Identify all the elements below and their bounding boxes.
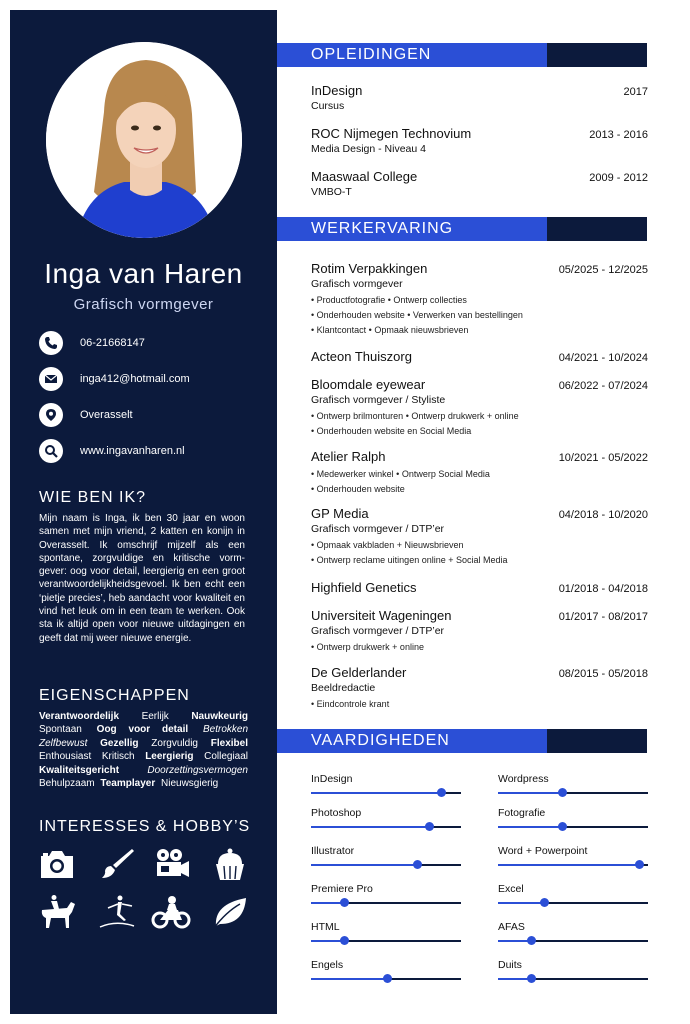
- work-bullet: • Ontwerp reclame uitingen online + Social Media: [311, 555, 508, 565]
- work-bullet: • Ontwerp drukwerk + online: [311, 642, 424, 652]
- education-item-title: InDesign: [311, 83, 363, 98]
- contact-phone-text: 06-21668147: [80, 337, 145, 349]
- work-item-bullets: [311, 640, 648, 655]
- work-item-date: 06/2022 - 07/2024: [558, 380, 648, 392]
- skill-level-dot: [635, 860, 644, 869]
- education-item: [311, 169, 648, 198]
- work-item-title: Acteon Thuiszorg: [311, 349, 412, 364]
- skill-fill: [311, 792, 442, 794]
- contact-email[interactable]: [39, 366, 269, 392]
- skill-item: [498, 959, 648, 971]
- work-item-date: 01/2017 - 08/2017: [558, 611, 648, 623]
- work-bullet: • Productfotografie • Ontwerp collecties: [311, 295, 467, 305]
- skill-level-dot: [437, 788, 446, 797]
- trait-item: Behulpzaam: [39, 778, 95, 790]
- film-camera-icon: [151, 846, 191, 882]
- trait-item: Zelfbewust: [39, 737, 88, 749]
- work-bullet: • Opmaak vakbladen + Nieuwsbrieven: [311, 540, 464, 550]
- education-item-sub: Cursus: [311, 100, 345, 112]
- search-icon: [39, 439, 63, 463]
- skill-item: [498, 807, 648, 819]
- skills-band: [277, 729, 647, 753]
- skill-fill: [498, 864, 639, 866]
- trait-item: Oog voor detail: [96, 724, 189, 736]
- camera-icon: [37, 846, 77, 882]
- skill-level-dot: [527, 936, 536, 945]
- contact-website-text: www.ingavanharen.nl: [80, 445, 185, 457]
- skill-fill: [498, 902, 545, 904]
- trait-item: Nieuwsgierig: [161, 778, 219, 790]
- brush-icon: [96, 846, 136, 882]
- work-item-title: Highfield Genetics: [311, 580, 417, 595]
- trait-item: Spontaan: [39, 724, 82, 736]
- skill-level-dot: [540, 898, 549, 907]
- profile-role: Grafisch vormgever: [73, 296, 214, 313]
- skill-name: Photoshop: [311, 807, 362, 819]
- sidebar: [10, 10, 277, 1014]
- skill-level-dot: [413, 860, 422, 869]
- skill-fill: [311, 978, 388, 980]
- skill-name: Word + Powerpoint: [498, 845, 588, 857]
- work-item-bullets: [311, 293, 648, 338]
- motorcycle-icon: [151, 894, 191, 930]
- skill-item: [498, 845, 648, 857]
- trait-item: Leergierig: [145, 751, 194, 763]
- portrait-image: [46, 42, 242, 238]
- trait-item: Doorzettingsvermogen: [147, 764, 248, 776]
- trait-item: Eerlijk: [141, 711, 169, 722]
- contact-email-text: inga412@hotmail.com: [80, 373, 190, 385]
- skill-item: [311, 959, 461, 971]
- work-item-title: De Gelderlander: [311, 665, 407, 680]
- work-item-date: 10/2021 - 05/2022: [558, 452, 648, 464]
- work-item: [311, 449, 648, 497]
- ice-skating-icon: [96, 894, 136, 930]
- skill-name: InDesign: [311, 773, 353, 785]
- skill-level-dot: [340, 936, 349, 945]
- work-item-date: 05/2025 - 12/2025: [558, 264, 648, 276]
- skill-name: Premiere Pro: [311, 883, 373, 895]
- work-item-sub: Grafisch vormgever / DTP’er: [311, 523, 445, 535]
- phone-icon: [39, 331, 63, 355]
- skill-name: Wordpress: [498, 773, 549, 785]
- location-icon: [39, 403, 63, 427]
- skill-level-dot: [340, 898, 349, 907]
- trait-item: Teamplayer: [100, 778, 156, 790]
- skill-fill: [311, 826, 430, 828]
- work-item-sub: Grafisch vormgever / Styliste: [311, 394, 446, 406]
- work-item: [311, 261, 648, 338]
- education-item-title: Maaswaal College: [311, 169, 418, 184]
- trait-item: Nauwkeurig: [191, 711, 249, 722]
- skill-item: [311, 883, 461, 895]
- education-band: [277, 43, 647, 67]
- work-item: [311, 506, 648, 568]
- contact-phone[interactable]: [39, 330, 269, 356]
- skill-level-dot: [425, 822, 434, 831]
- trait-item: Verantwoordelijk: [39, 711, 120, 722]
- contact-location: [39, 402, 269, 428]
- education-item-date: 2017: [623, 86, 648, 98]
- skill-item: [498, 773, 648, 785]
- work-bullet: • Onderhouden website • Verwerken van bestellingen: [311, 310, 523, 320]
- work-bullet: • Onderhouden website: [311, 484, 405, 494]
- trait-item: Enthousiast: [39, 751, 92, 763]
- work-item-sub: Grafisch vormgever: [311, 278, 403, 290]
- skill-level-dot: [527, 974, 536, 983]
- about-title: WIE BEN IK?: [39, 489, 147, 506]
- work-item-bullets: [311, 409, 648, 439]
- work-item: [311, 608, 648, 655]
- skill-fill: [498, 826, 563, 828]
- profile-photo: [46, 42, 242, 238]
- work-item-title: Rotim Verpakkingen: [311, 261, 428, 276]
- skill-item: [311, 773, 461, 785]
- work-item-bullets: [311, 467, 648, 497]
- work-item: [311, 377, 648, 439]
- skill-level-dot: [383, 974, 392, 983]
- skill-name: AFAS: [498, 921, 525, 933]
- skill-fill: [311, 864, 418, 866]
- work-item-date: 01/2018 - 04/2018: [558, 583, 648, 595]
- mail-icon: [39, 367, 63, 391]
- skill-name: Fotografie: [498, 807, 546, 819]
- work-item-title: Bloomdale eyewear: [311, 377, 426, 392]
- work-item-date: 04/2021 - 10/2024: [558, 352, 648, 364]
- work-item-title: GP Media: [311, 506, 369, 521]
- cupcake-icon: [210, 846, 250, 882]
- education-title: OPLEIDINGEN: [277, 43, 547, 67]
- trait-item: Kwaliteitsgericht: [39, 764, 120, 776]
- education-item-date: 2013 - 2016: [589, 129, 648, 141]
- trait-item: Gezellig: [100, 737, 139, 749]
- about-text: Mijn naam is Inga, ik ben 30 jaar en woon samen met mijn vriend, 2 katten en konijn in Overasselt. Ik omschrijf mijzelf als een spontane, zorgvuldige en kritische vorm-gever: oog voor detail, leergierig en een groot verantwoordelijkheidsgevoel. Ik ben echt een ‘pietje precies’, heb aandacht voor kwaliteit en vind het leuk om in een team te werken. Ook sta ik altijd open voor nieuwe uitdagingen en geeft dat mij weer nieuwe energie.: [39, 513, 245, 644]
- skill-item: [498, 883, 648, 895]
- trait-item: Zorgvuldig: [151, 737, 198, 749]
- education-item-date: 2009 - 2012: [589, 172, 648, 184]
- work-bullet: • Klantcontact • Opmaak nieuwsbrieven: [311, 325, 469, 335]
- work-bullet: • Medewerker winkel • Ontwerp Social Media: [311, 469, 490, 479]
- education-item-sub: VMBO-T: [311, 186, 352, 198]
- work-item-bullets: [311, 697, 648, 712]
- education-item: [311, 126, 648, 155]
- work-item-bullets: [311, 538, 648, 568]
- skill-item: [498, 921, 648, 933]
- education-item-title: ROC Nijmegen Technovium: [311, 126, 472, 141]
- leaf-icon: [210, 894, 250, 930]
- work-item: [311, 580, 648, 595]
- traits-title: EIGENSCHAPPEN: [39, 687, 190, 704]
- work-item-sub: Beeldredactie: [311, 682, 376, 694]
- skill-item: [311, 921, 461, 933]
- work-item: [311, 665, 648, 712]
- hobbies-title: INTERESSES & HOBBY’S: [39, 818, 251, 835]
- trait-item: Collegiaal: [204, 751, 249, 763]
- work-item-sub: Grafisch vormgever / DTP’er: [311, 625, 445, 637]
- work-item-title: Atelier Ralph: [311, 449, 386, 464]
- horse-riding-icon: [37, 894, 77, 930]
- skill-name: Duits: [498, 959, 522, 971]
- trait-item: Betrokken: [202, 724, 249, 736]
- work-bullet: • Onderhouden website en Social Media: [311, 426, 472, 436]
- skill-item: [311, 845, 461, 857]
- work-band: [277, 217, 647, 241]
- skill-name: Excel: [498, 883, 524, 895]
- work-bullet: • Eindcontrole krant: [311, 699, 390, 709]
- work-item: [311, 349, 648, 364]
- profile-name: Inga van Haren: [44, 258, 243, 289]
- work-item-date: 08/2015 - 05/2018: [558, 668, 648, 680]
- traits-list: [39, 710, 251, 790]
- skill-item: [311, 807, 461, 819]
- skill-name: Illustrator: [311, 845, 355, 857]
- education-item-sub: Media Design - Niveau 4: [311, 143, 426, 155]
- work-item-date: 04/2018 - 10/2020: [558, 509, 648, 521]
- trait-item: Flexibel: [210, 737, 249, 749]
- skill-name: HTML: [311, 921, 340, 933]
- skill-fill: [498, 792, 563, 794]
- contact-location-text: Overasselt: [80, 409, 133, 421]
- education-item: [311, 83, 648, 112]
- contact-website[interactable]: [39, 438, 269, 464]
- skills-title: VAARDIGHEDEN: [277, 729, 547, 753]
- skill-name: Engels: [311, 959, 344, 971]
- skill-level-dot: [558, 822, 567, 831]
- work-bullet: • Ontwerp brilmonturen • Ontwerp drukwerk + online: [311, 411, 519, 421]
- work-item-title: Universiteit Wageningen: [311, 608, 452, 623]
- trait-item: Kritisch: [101, 751, 135, 763]
- skill-level-dot: [558, 788, 567, 797]
- work-title: WERKERVARING: [277, 217, 547, 241]
